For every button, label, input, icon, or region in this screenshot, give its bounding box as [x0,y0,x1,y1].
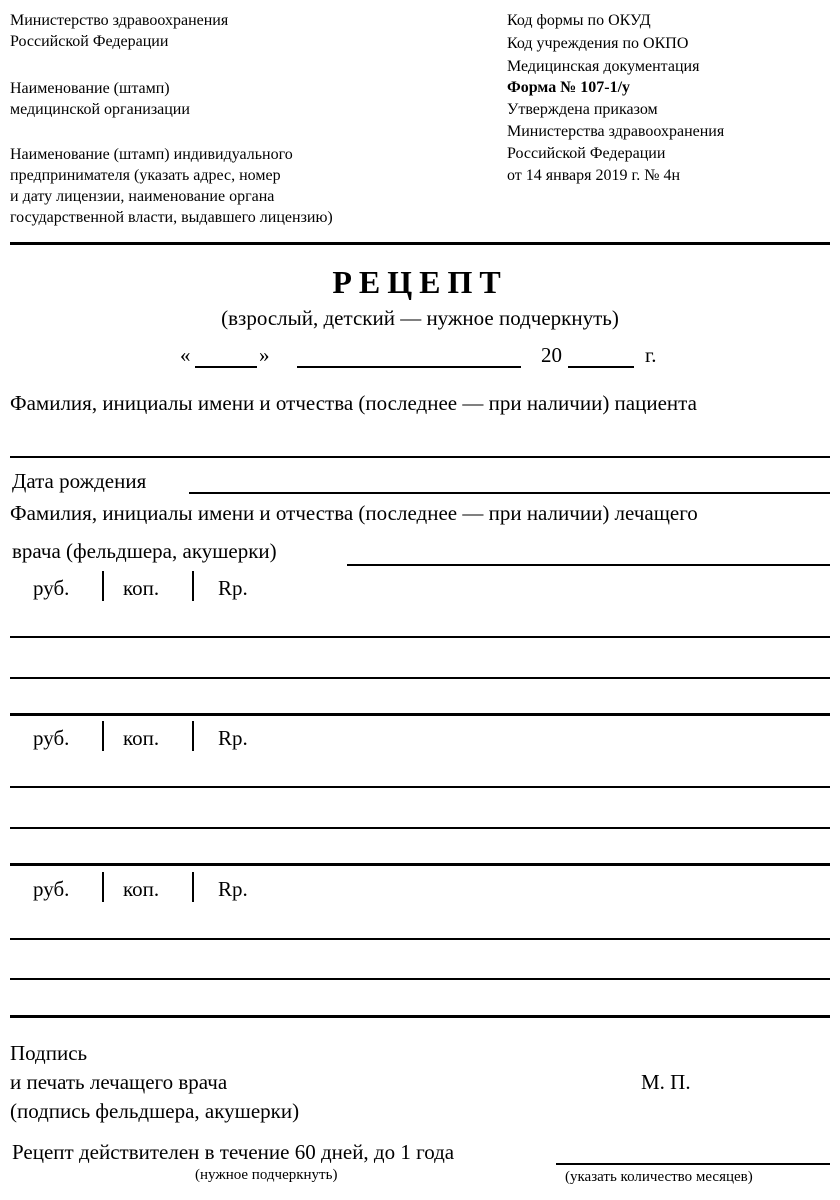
year-prefix: 20 [541,343,562,367]
column-divider [192,721,194,751]
rub-label: руб. [33,877,70,901]
kop-label: коп. [123,576,160,600]
year-field[interactable] [568,366,634,368]
validity-note-right: (указать количество месяцев) [565,1169,753,1185]
federation-label: Российской Федерации [507,145,666,162]
org-stamp-line1: Наименование (штамп) [10,80,170,97]
patient-name-field[interactable] [10,456,830,458]
block-divider [10,713,830,716]
rub-label: руб. [33,726,70,750]
doctor-name-field[interactable] [347,564,830,566]
ministry-label: Министерства здравоохранения [507,123,725,140]
ip-stamp-line3: и дату лицензии, наименование органа [10,188,275,205]
rub-label: руб. [33,576,70,600]
header-divider [10,242,830,245]
validity-text: Рецепт действителен в течение 60 дней, до 1 года [12,1140,455,1164]
prescription-line[interactable] [10,938,830,940]
prescription-line[interactable] [10,677,830,679]
column-divider [192,872,194,902]
column-divider [102,721,104,751]
month-field[interactable] [297,366,521,368]
year-suffix: г. [645,343,657,367]
ip-stamp-line2: предпринимателя (указать адрес, номер [10,167,281,184]
form-number: Форма № 107-1/у [507,79,631,96]
column-divider [192,571,194,601]
ministry-line2: Российской Федерации [10,33,169,50]
ministry-line1: Министерство здравоохранения [10,12,229,29]
prescription-line[interactable] [10,978,830,980]
rp-label: Rp. [218,576,248,600]
patient-name-label: Фамилия, инициалы имени и отчества (последнее — при наличии) пациента [10,391,697,415]
okpo-code: Код учреждения по ОКПО [507,35,689,52]
order-date: от 14 января 2019 г. № 4н [507,167,681,184]
signature-line2: и печать лечащего врача [10,1070,228,1094]
column-divider [102,872,104,902]
validity-note-left: (нужное подчеркнуть) [195,1167,338,1183]
approved-label: Утверждена приказом [507,101,658,118]
kop-label: коп. [123,726,160,750]
kop-label: коп. [123,877,160,901]
med-doc-label: Медицинская документация [507,58,700,75]
signature-line3: (подпись фельдшера, акушерки) [10,1099,300,1123]
prescription-line[interactable] [10,827,830,829]
signature-line1: Подпись [10,1041,88,1065]
prescription-line[interactable] [10,636,830,638]
birth-date-field[interactable] [189,492,830,494]
months-field[interactable] [556,1163,830,1165]
doctor-name-label-line2: врача (фельдшера, акушерки) [12,539,277,563]
page-title: РЕЦЕПТ [332,264,508,300]
block-divider [10,1015,830,1018]
prescription-line[interactable] [10,786,830,788]
block-divider [10,863,830,866]
date-open-quote: « [180,343,191,367]
org-stamp-line2: медицинской организации [10,101,190,118]
column-divider [102,571,104,601]
doctor-name-label-line1: Фамилия, инициалы имени и отчества (последнее — при наличии) лечащего [10,501,698,525]
rp-label: Rp. [218,726,248,750]
day-field[interactable] [195,366,257,368]
subtitle: (взрослый, детский — нужное подчеркнуть) [221,306,619,330]
stamp-place: М. П. [641,1070,691,1094]
okud-code: Код формы по ОКУД [507,12,651,29]
ip-stamp-line4: государственной власти, выдавшего лицензию) [10,209,333,226]
ip-stamp-line1: Наименование (штамп) индивидуального [10,146,293,163]
rp-label: Rp. [218,877,248,901]
birth-date-label: Дата рождения [12,469,147,493]
date-close-quote: » [259,343,270,367]
